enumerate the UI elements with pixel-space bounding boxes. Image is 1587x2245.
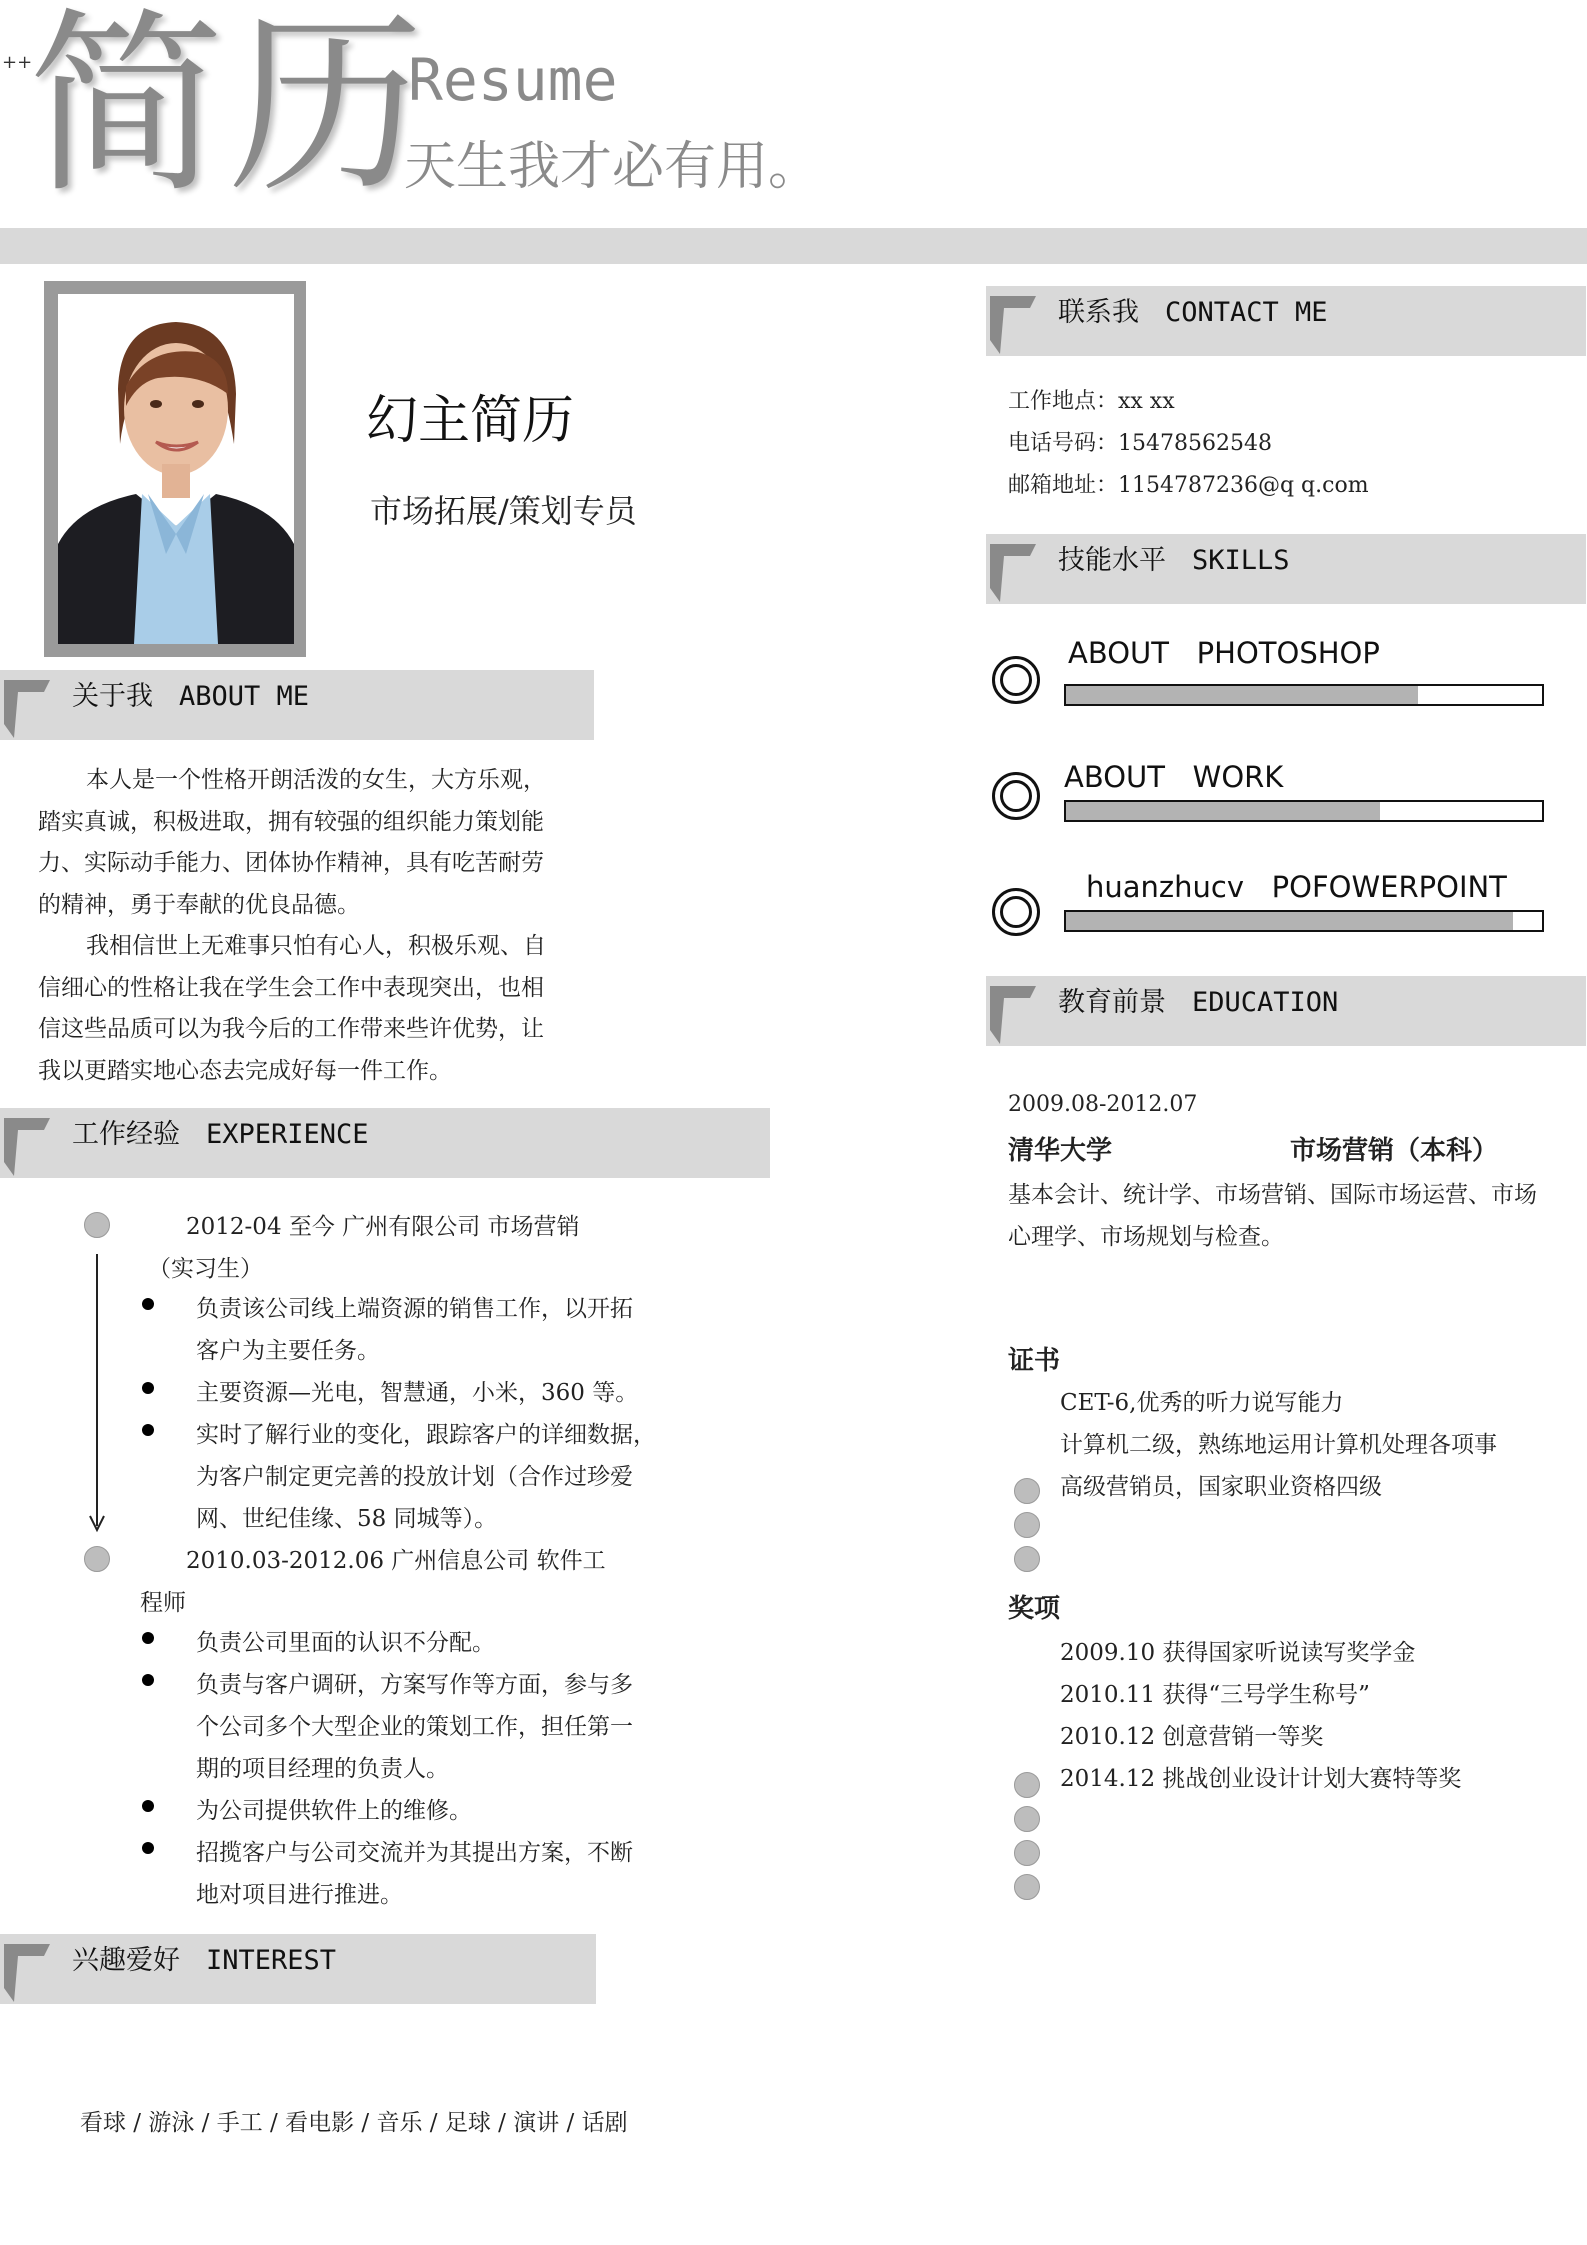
job2-duty: 地对项目进行推进。 (196, 1882, 403, 1908)
skill-bar-fill (1066, 912, 1513, 930)
candidate-name: 幻主简历 (366, 391, 575, 451)
job2-header: 2010.03-2012.06 广州信息公司 软件工 (186, 1548, 606, 1574)
timeline-arrow-icon (88, 1254, 106, 1534)
about-line: 的精神，勇于奉献的优良品德。 (38, 891, 360, 918)
bullet-icon (142, 1632, 154, 1644)
motto: 天生我才必有用。 (404, 137, 821, 197)
section-header-interest (0, 1934, 596, 2004)
contact-email: 邮箱地址：1154787236@q q.com (1008, 473, 1369, 498)
job2-duty: 招揽客户与公司交流并为其提出方案，不断 (196, 1840, 633, 1866)
awards-title: 奖项 (1008, 1594, 1061, 1624)
section-title-cn: 联系我 (1058, 297, 1139, 328)
skill-bar-fill (1066, 686, 1418, 704)
job1-duty: 负责该公司线上端资源的销售工作，以开拓 (196, 1296, 633, 1322)
education-period: 2009.08-2012.07 (1008, 1092, 1198, 1117)
double-ring-icon (992, 772, 1040, 820)
bullet-icon (142, 1424, 154, 1436)
cert-dot (1014, 1478, 1040, 1504)
section-header-experience (0, 1108, 770, 1178)
skill-bar (1064, 800, 1544, 822)
section-title-en: EXPERIENCE (206, 1119, 369, 1150)
job1-duty: 实时了解行业的变化，跟踪客户的详细数据， (196, 1422, 656, 1448)
plus-mark: ++ (2, 52, 33, 73)
section-title-en: INTEREST (206, 1945, 337, 1976)
section-title-cn: 关于我 (72, 681, 153, 712)
job1-header: 2012-04 至今 广州有限公司 市场营销 (186, 1214, 580, 1240)
cert-dot (1014, 1546, 1040, 1572)
section-title-cn: 工作经验 (72, 1119, 180, 1150)
job2-duty: 为公司提供软件上的维修。 (196, 1798, 472, 1824)
skill-label: ABOUT WORK (1064, 760, 1284, 794)
interest-list: 看球 / 游泳 / 手工 / 看电影 / 音乐 / 足球 / 演讲 / 话剧 (80, 2110, 628, 2136)
education-courses: 基本会计、统计学、市场营销、国际市场运营、市场 (1008, 1182, 1537, 1208)
corner-bracket-icon (4, 680, 56, 738)
bullet-icon (142, 1674, 154, 1686)
resume-big-title: 简历 (28, 0, 429, 220)
resume-word: Resume (408, 46, 618, 114)
job1-duty: 网、世纪佳缘、58 同城等）。 (196, 1506, 498, 1532)
certs-title: 证书 (1008, 1346, 1061, 1376)
section-title-cn: 教育前景 (1058, 987, 1166, 1018)
bullet-icon (142, 1382, 154, 1394)
cert-item: 计算机二级，熟练地运用计算机处理各项事 (1060, 1432, 1497, 1458)
section-title-en: ABOUT ME (179, 681, 310, 712)
corner-bracket-icon (990, 544, 1042, 602)
cert-item: 高级营销员，国家职业资格四级 (1060, 1474, 1382, 1500)
section-header-skills (986, 534, 1586, 604)
award-dot (1014, 1874, 1040, 1900)
skill-bar-fill (1066, 802, 1380, 820)
cert-item: CET-6,优秀的听力说写能力 (1060, 1390, 1344, 1416)
education-courses: 心理学、市场规划与检查。 (1008, 1224, 1284, 1250)
job2-duty: 个公司多个大型企业的策划工作，担任第一 (196, 1714, 633, 1740)
section-header-contact (986, 286, 1586, 356)
education-school: 清华大学 (1008, 1136, 1113, 1166)
job2-duty: 负责公司里面的认识不分配。 (196, 1630, 495, 1656)
bullet-icon (142, 1842, 154, 1854)
header-band (0, 228, 1587, 264)
about-line: 信细心的性格让我在学生会工作中表现突出，也相 (38, 974, 544, 1001)
award-item: 2014.12 挑战创业设计计划大赛特等奖 (1060, 1766, 1462, 1792)
timeline-dot (84, 1546, 110, 1572)
corner-bracket-icon (990, 296, 1042, 354)
skill-label: ABOUT PHOTOSHOP (1068, 636, 1380, 670)
award-item: 2010.11 获得“三号学生称号” (1060, 1682, 1370, 1708)
double-ring-icon (992, 656, 1040, 704)
section-title-en: CONTACT ME (1165, 297, 1328, 328)
timeline-dot (84, 1212, 110, 1238)
about-line: 信这些品质可以为我今后的工作带来些许优势，让 (38, 1016, 544, 1042)
skill-bar (1064, 910, 1544, 932)
contact-phone: 电话号码：15478562548 (1008, 431, 1272, 456)
section-header-education (986, 976, 1586, 1046)
bullet-icon (142, 1298, 154, 1310)
award-dot (1014, 1806, 1040, 1832)
about-line: 力、实际动手能力、团体协作精神，具有吃苦耐劳 (38, 850, 544, 876)
about-line: 本人是一个性格开朗活泼的女生，大方乐观， (86, 767, 546, 793)
about-line: 我相信世上无难事只怕有心人，积极乐观、自 (86, 933, 546, 959)
section-title-en: EDUCATION (1192, 987, 1339, 1018)
about-line: 踏实真诚，积极进取，拥有较强的组织能力策划能 (38, 808, 544, 835)
job2-duty: 负责与客户调研，方案写作等方面，参与多 (196, 1672, 633, 1698)
award-dot (1014, 1840, 1040, 1866)
award-item: 2009.10 获得国家听说读写奖学金 (1060, 1640, 1416, 1666)
skill-bar (1064, 684, 1544, 706)
bullet-icon (142, 1800, 154, 1812)
section-header-about (0, 670, 594, 740)
job1-duty: 客户为主要任务。 (196, 1338, 380, 1364)
skill-label: huanzhucv POFOWERPOINT (1086, 870, 1507, 904)
section-title-cn: 兴趣爱好 (72, 1945, 180, 1976)
job2-duty: 期的项目经理的负责人。 (196, 1756, 449, 1782)
cert-dot (1014, 1512, 1040, 1538)
education-major: 市场营销（本科） (1290, 1136, 1499, 1166)
profile-photo (58, 294, 294, 644)
section-title-en: SKILLS (1192, 545, 1290, 576)
section-title-cn: 技能水平 (1058, 545, 1166, 576)
job1-header-cont: （实习生） (148, 1256, 263, 1282)
corner-bracket-icon (990, 986, 1042, 1044)
job2-header-cont: 程师 (140, 1590, 186, 1616)
person-photo-icon (58, 294, 294, 644)
corner-bracket-icon (4, 1944, 56, 2002)
award-item: 2010.12 创意营销一等奖 (1060, 1724, 1324, 1750)
job1-duty: 主要资源—光电，智慧通，小米，360 等。 (196, 1380, 639, 1406)
corner-bracket-icon (4, 1118, 56, 1176)
award-dot (1014, 1772, 1040, 1798)
double-ring-icon (992, 888, 1040, 936)
candidate-position: 市场拓展/策划专员 (370, 492, 637, 530)
about-text (38, 760, 578, 1092)
contact-address: 工作地点：xx xx (1008, 389, 1175, 414)
job1-duty: 为客户制定更完善的投放计划（合作过珍爱 (196, 1464, 633, 1490)
about-line: 我以更踏实地心态去完成好每一件工作。 (38, 1057, 452, 1084)
